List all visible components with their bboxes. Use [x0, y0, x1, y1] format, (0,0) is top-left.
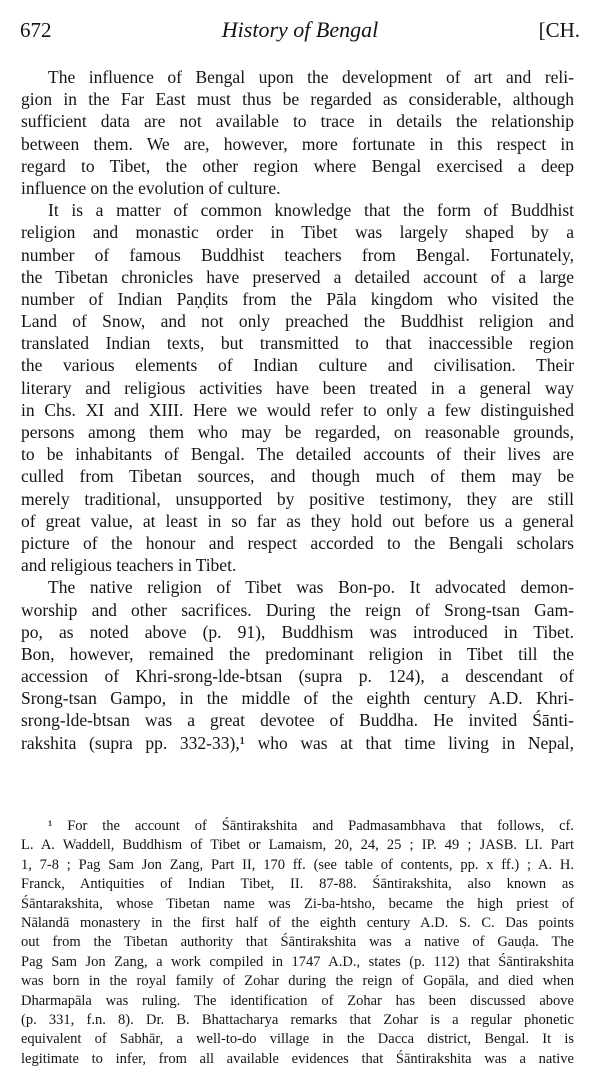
body-line: literary and religious activities have been treated in a general way	[21, 377, 574, 398]
body-line: rakshita (supra pp. 332-33),¹ who was at that time living in Nepal,	[21, 732, 574, 753]
body-line: number of famous Buddhist teachers from Bengal. Fortunately,	[21, 244, 574, 265]
footnote-line: Dharmapāla was ruling. The identification of Zohar has been discussed above	[21, 992, 574, 1009]
body-line: po, as noted above (p. 91), Buddhism was introduced in Tibet.	[21, 621, 574, 642]
footnote-line: 1, 7-8 ; Pag Sam Jon Zang, Part II, 170 ff. (see table of contents, pp. x ff.) ; A. H.	[21, 856, 574, 873]
body-line: between them. We are, however, more fortunate in this respect in	[21, 133, 574, 154]
body-line: to be inhabitants of Bengal. The detailed accounts of their lives are	[21, 444, 574, 465]
body-line: translated Indian texts, but transmitted to that inaccessible region	[21, 333, 574, 354]
footnote-line: ¹ For the account of Śāntirakshita and Padmasambhava that follows, cf.	[48, 818, 574, 834]
body-line: The influence of Bengal upon the development of art and reli-	[48, 67, 574, 87]
body-line: The native religion of Tibet was Bon-po. It advocated demon-	[48, 577, 574, 598]
footnote-line: Śāntarakshita, whose Tibetan name was Zi-ba-htsho, became the high priest of	[21, 895, 574, 912]
footnote-line: Pag Sam Jon Zang, a work compiled in 1747 A.D., states (p. 112) that Śāntirakshita	[21, 953, 574, 970]
body-line: regard to Tibet, the other region where Bengal exercised a deep	[21, 155, 574, 176]
body-line: worship and other sacrifices. During the reign of Srong-tsan Gam-	[21, 599, 574, 620]
running-title: History of Bengal	[221, 17, 379, 42]
body-line: gion in the Far East must thus be regarded as considerable, although	[21, 89, 574, 110]
footnotes	[21, 817, 574, 1069]
body-line: persons among them who may be regarded, on reasonable grounds,	[21, 422, 574, 442]
body-text	[21, 66, 574, 754]
body-line: the various elements of Indian culture and civilisation. Their	[21, 355, 574, 376]
body-line: picture of the honour and respect accorded to the Bengali scholars	[21, 532, 574, 553]
body-line: Bon, however, remained the predominant religion in Tibet till the	[21, 643, 574, 664]
body-line: religion and monastic order in Tibet was largely shaped by a	[21, 222, 574, 243]
body-line: sufficient data are not available to trace in details the relationship	[21, 111, 574, 132]
body-line: the Tibetan chronicles have preserved a detailed account of a large	[21, 266, 574, 287]
body-line: accession of Khri-srong-lde-btsan (supra p. 124), a descendant of	[21, 666, 574, 687]
page-number: 672	[20, 18, 52, 42]
footnote-line: (p. 331, f.n. 8). Dr. B. Bhattacharya remarks that Zohar is a regular phonetic	[21, 1011, 574, 1028]
body-line: and religious teachers in Tibet.	[21, 555, 237, 576]
page-header	[0, 0, 600, 50]
footnote-line: Nālandā monastery in the first half of the eighth century A.D. S. C. Das points	[21, 914, 574, 931]
footnote-line: equivalent of Sabhār, a well-to-do village in the Dacca district, Bengal. It is	[21, 1031, 574, 1048]
footnote-line: legitimate to infer, from all available evidences that Śāntirakshita was a native	[21, 1050, 574, 1067]
body-line: Land of Snow, and not only preached the Buddhist religion and	[21, 311, 574, 332]
body-line: of great value, at least in so far as they hold out before us a general	[21, 510, 574, 531]
footnote-line: L. A. Waddell, Buddhism of Tibet or Lamaism, 20, 24, 25 ; IP. 49 ; JASB. LI. Part	[21, 837, 574, 854]
chapter-mark: [CH.	[538, 18, 580, 42]
body-line: culled from Tibetan sources, and though much of them may be	[21, 466, 574, 487]
footnote-line: was born in the royal family of Zohar during the reign of Gopāla, and died when	[21, 973, 574, 990]
body-line: merely traditional, unsupported by positive testimony, they are still	[21, 488, 574, 509]
body-line: number of Indian Paṇḍits from the Pāla kingdom who visited the	[21, 288, 574, 309]
footnote-line: Franck, Antiquities of Indian Tibet, II. 87-88. Śāntirakshita, also known as	[21, 876, 574, 893]
body-line: srong-lde-btsan was a great devotee of Buddha. He invited Śānti-	[21, 710, 574, 731]
body-line: in Chs. XI and XIII. Here we would refer to only a few distinguished	[21, 399, 574, 420]
body-line: Srong-tsan Gampo, in the middle of the eighth century A.D. Khri-	[21, 688, 574, 709]
footnote-line: out from the Tibetan authority that Śāntirakshita was a native of Gauḍa. The	[21, 934, 574, 951]
body-line: influence on the evolution of culture.	[21, 177, 281, 198]
body-line: It is a matter of common knowledge that the form of Buddhist	[48, 200, 574, 221]
